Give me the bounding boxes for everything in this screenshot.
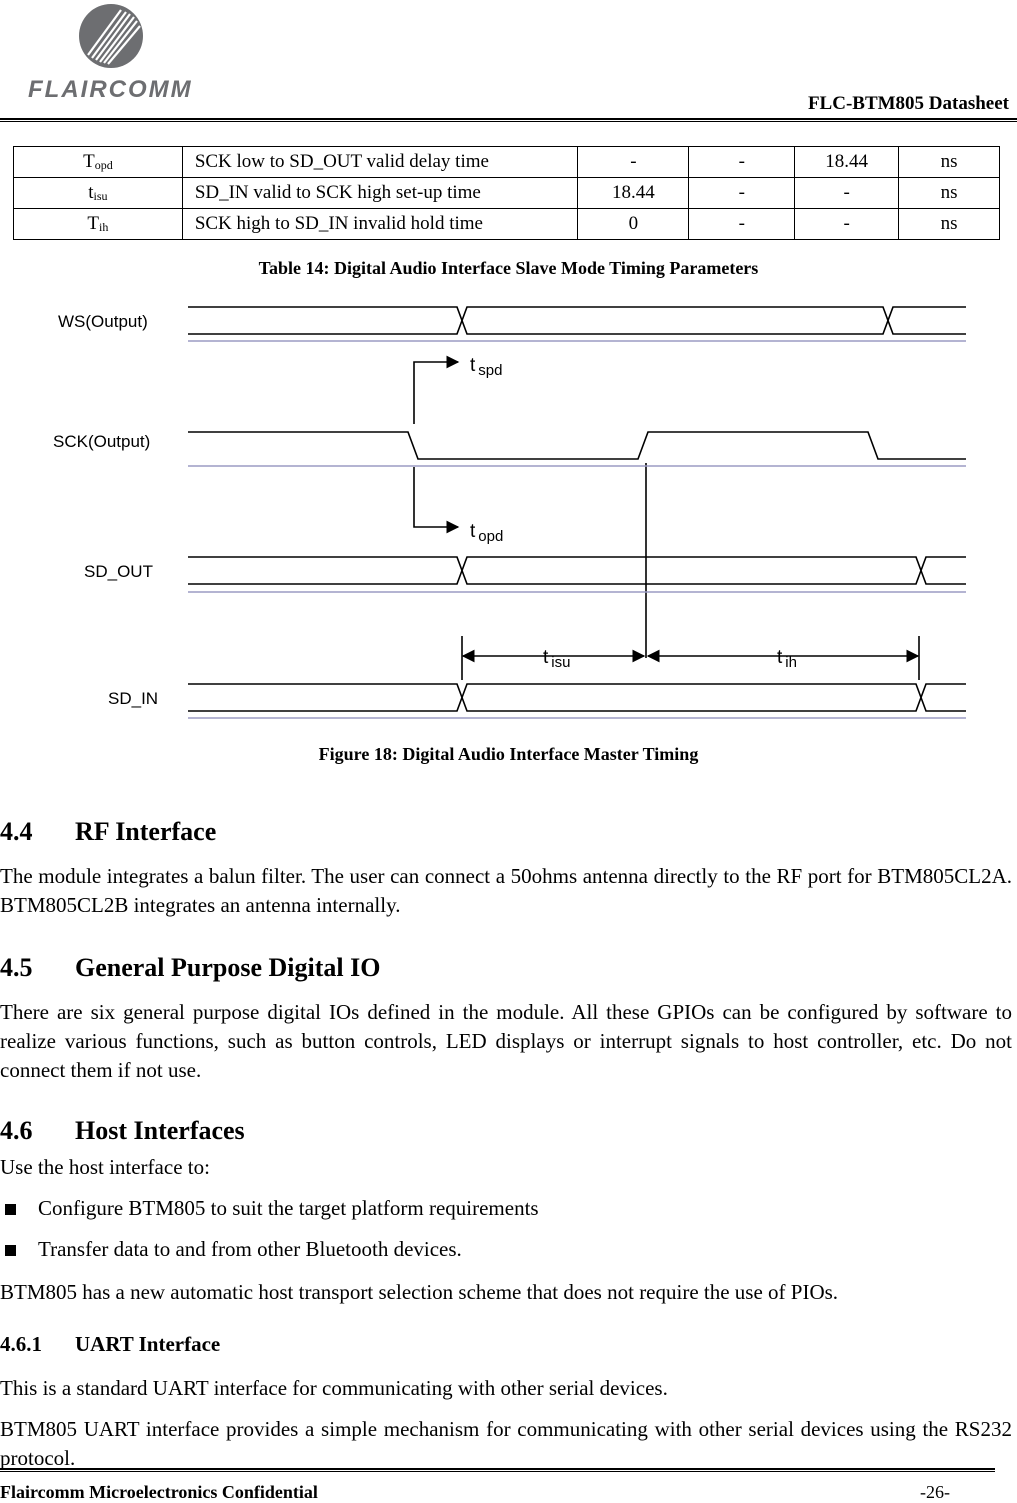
description-cell: SCK high to SD_IN invalid hold time xyxy=(182,209,578,240)
list-item: Transfer data to and from other Bluetooth devices. xyxy=(0,1237,462,1262)
t-opd-label: t $_{opd}$ xyxy=(470,521,504,545)
symbol-cell: $T_{opd}$ xyxy=(14,147,183,178)
section-4-5-text: There are six general purpose digital IOs defined in the module. All these GPIOs can be configured by software to realize various functions, such as button controls, LED displays or interrupt signals to host controller, etc. Do not connect them if not use. xyxy=(0,1000,1012,1082)
t-isu-label: t $_{isu}$ xyxy=(543,647,571,671)
signal-label-ws: WS(Output) xyxy=(58,312,148,331)
page-number: -26- xyxy=(920,1482,950,1502)
unit-cell: ns xyxy=(899,178,1000,209)
typ-cell: - xyxy=(689,147,795,178)
section-4-6-text: BTM805 has a new automatic host transport selection scheme that does not require the use of PIOs. xyxy=(0,1280,839,1304)
description-cell: SD_IN valid to SCK high set-up time xyxy=(182,178,578,209)
section-heading-4-5: 4.5 General Purpose Digital IO xyxy=(0,953,381,982)
section-heading-4-6: 4.6 Host Interfaces xyxy=(0,1116,245,1145)
signal-label-sck: SCK(Output) xyxy=(53,432,151,451)
bullet-square-icon xyxy=(5,1204,16,1215)
unit-cell: ns xyxy=(899,147,1000,178)
description-cell: SCK low to SD_OUT valid delay time xyxy=(182,147,578,178)
table-row xyxy=(14,209,1000,240)
flaircomm-logo xyxy=(14,0,194,100)
section-4-4-text: The module integrates a balun filter. The user can connect a 50ohms antenna directly to the RF port for BTM805CL2A. BTM805CL2B integrates an antenna internally. xyxy=(0,864,1012,917)
document-title: FLC-BTM805 Datasheet xyxy=(807,93,1009,114)
max-cell: - xyxy=(795,178,899,209)
header-rule xyxy=(0,118,1017,122)
max-cell: - xyxy=(795,209,899,240)
signal-label-sd-in: SD_IN xyxy=(108,689,159,708)
min-cell: 0 xyxy=(578,209,689,240)
t-spd-label: t $_{spd}$ xyxy=(470,355,503,379)
section-heading-4-4: 4.4 RF Interface xyxy=(0,817,217,846)
section-heading-4-6-1: 4.6.1 UART Interface xyxy=(0,1332,221,1356)
section-4-6-1-text-2: BTM805 UART interface provides a simple mechanism for communicating with other serial devices using the RS232 protocol. xyxy=(0,1417,1012,1470)
table-row xyxy=(14,147,1000,178)
typ-cell: - xyxy=(689,209,795,240)
table-row xyxy=(14,178,1000,209)
section-4-6-intro: Use the host interface to: xyxy=(0,1155,210,1179)
symbol-cell: $T_{ih}$ xyxy=(14,209,183,240)
unit-cell: ns xyxy=(899,209,1000,240)
min-cell: - xyxy=(578,147,689,178)
table-caption: Table 14: Digital Audio Interface Slave Mode Timing Parameters xyxy=(258,258,759,278)
figure-caption: Figure 18: Digital Audio Interface Master Timing xyxy=(318,744,699,764)
svg-text:FLAIRCOMM: FLAIRCOMM xyxy=(28,76,193,100)
signal-label-sd-out: SD_OUT xyxy=(84,562,153,581)
min-cell: 18.44 xyxy=(578,178,689,209)
typ-cell: - xyxy=(689,178,795,209)
t-ih-label: t $_{ih}$ xyxy=(777,647,797,671)
timing-table xyxy=(13,146,1000,240)
timing-diagram xyxy=(0,290,1017,730)
max-cell: 18.44 xyxy=(795,147,899,178)
footer-rule xyxy=(0,1468,995,1472)
footer-confidential: Flaircomm Microelectronics Confidential xyxy=(0,1482,318,1502)
symbol-cell: $t_{isu}$ xyxy=(14,178,183,209)
bullet-square-icon xyxy=(5,1245,16,1256)
list-item: Configure BTM805 to suit the target platform requirements xyxy=(0,1196,539,1221)
section-4-6-1-text-1: This is a standard UART interface for communicating with other serial devices. xyxy=(0,1376,668,1400)
